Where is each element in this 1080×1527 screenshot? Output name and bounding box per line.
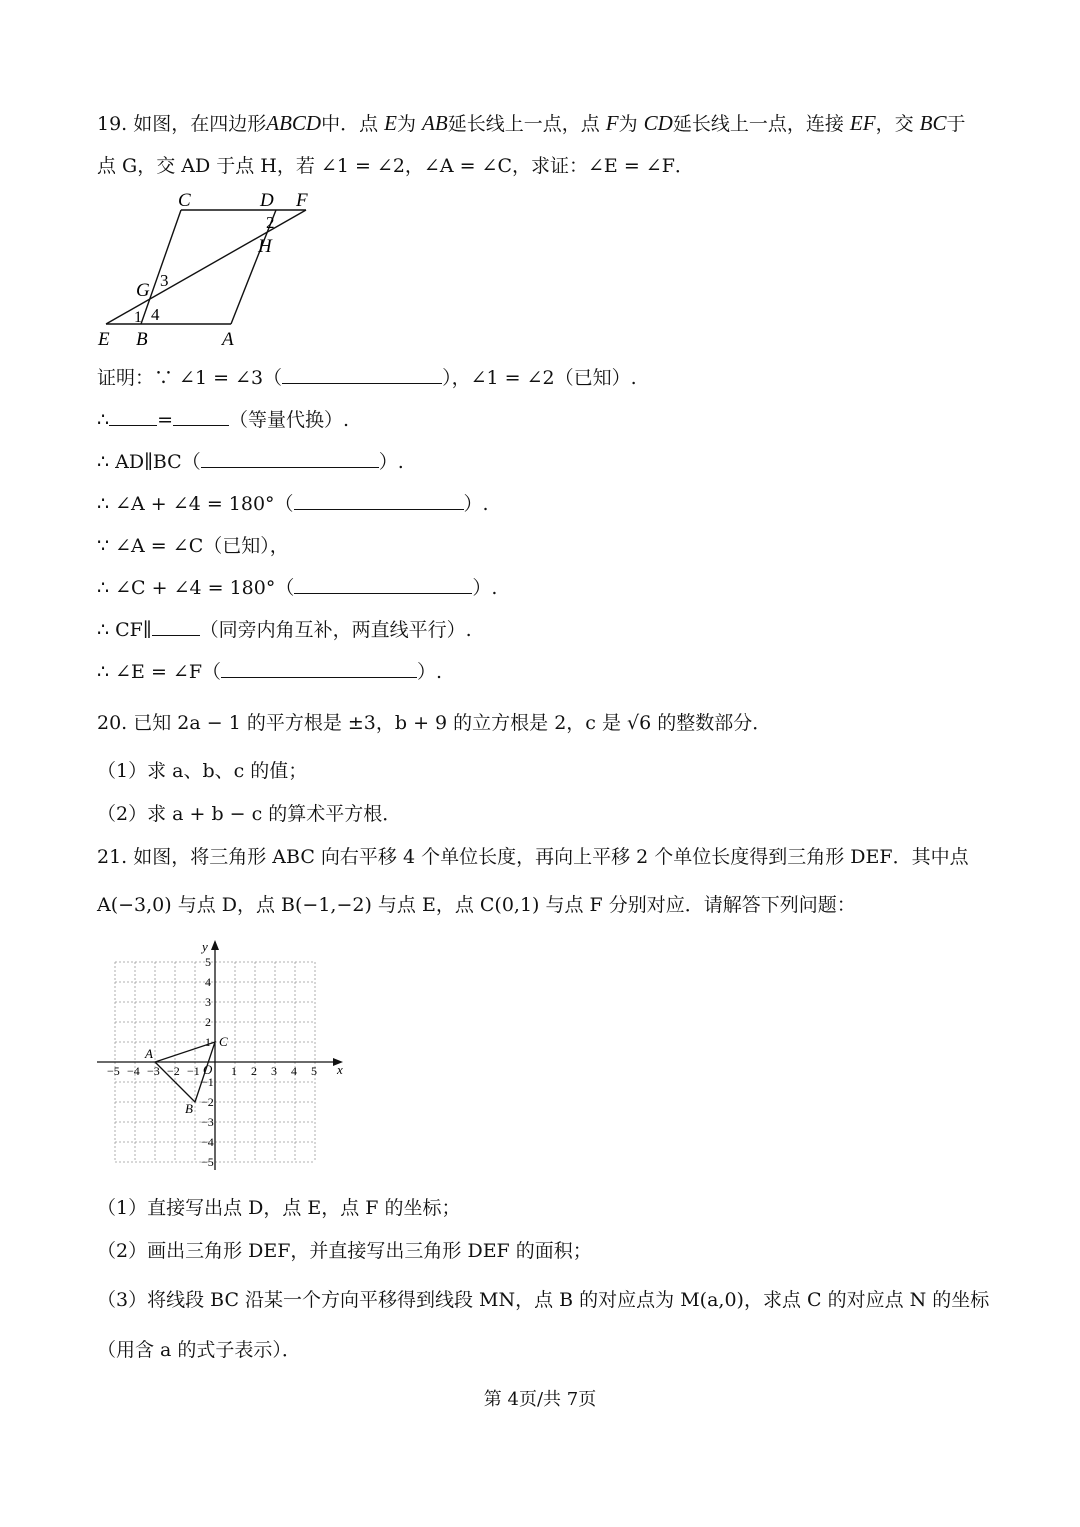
x-tick-label: −3 [147,1064,160,1078]
page-footer: 第 4页/共 7页 [483,1389,597,1410]
y-tick-label: 5 [205,955,211,969]
y-tick-label: −1 [201,1075,214,1089]
x-tick-label: −5 [107,1064,120,1078]
fig19-label-4: 4 [151,305,160,324]
q19-line1: 19. 如图，在四边形ABCD中．点 E为 AB延长线上一点，点 F为 CD延长线上一点，连接 EF，交 BC于 [97,111,966,135]
point-label-B: B [185,1101,193,1116]
x-axis-label: x [337,1062,343,1077]
proof-line-1: 证明：∵ ∠1 = ∠3（ ），∠1 = ∠2（已知）. [97,367,637,389]
y-tick-label: 1 [205,1035,211,1049]
q21-sub2: （2）画出三角形 DEF，并直接写出三角形 DEF 的面积； [97,1240,592,1262]
proof-line-6: ∴ ∠C + ∠4 = 180°（ ）. [97,577,498,599]
q21-sub3b: （用含 a 的式子表示）． [97,1339,301,1361]
fig19-label-A: A [222,329,234,348]
proof-line-7: ∴ CF∥ （同旁内角互补，两直线平行）. [97,619,472,641]
q20-sub2: （2）求 a + b − c 的算术平方根． [97,803,402,825]
fig19-label-B: B [136,329,148,348]
y-axis-arrow [211,940,219,950]
x-tick-label: −1 [187,1064,200,1078]
y-tick-label: −3 [201,1115,214,1129]
fig19-label-C: C [178,190,191,211]
q21-sub3: （3）将线段 BC 沿某一个方向平移得到线段 MN，点 B 的对应点为 M(a,0)，求点 C 的对应点 N 的坐标 [97,1289,990,1311]
fig19-label-E: E [98,329,110,348]
q20-sub1: （1）求 a、b、c 的值； [97,760,308,782]
y-tick-label: −2 [201,1095,214,1109]
proof-line-2: ∴ = （等量代换）. [97,409,350,431]
x-tick-label: 3 [271,1064,277,1078]
q21-line2: A(−3,0) 与点 D，点 B(−1,−2) 与点 E，点 C(0,1) 与点 F 分别对应．请解答下列问题： [97,894,856,916]
q21-coordinate-grid [95,938,355,1178]
y-tick-label: 2 [205,1015,211,1029]
fig19-label-G: G [136,280,150,301]
y-tick-label: −5 [201,1155,214,1169]
x-tick-label: 2 [251,1064,257,1078]
x-tick-label: 5 [311,1064,317,1078]
q21-sub1: （1）直接写出点 D，点 E，点 F 的坐标； [97,1197,461,1219]
fig19-label-F: F [296,190,308,211]
proof-line-4: ∴ ∠A + ∠4 = 180°（ ）. [97,493,489,515]
fig19-label-H: H [258,236,272,257]
q19-line2: 点 G，交 AD 于点 H，若 ∠1 = ∠2，∠A = ∠C，求证：∠E = ∠F． [97,155,694,177]
fig19-label-3: 3 [160,271,169,290]
x-tick-label: −4 [127,1064,140,1078]
fig19-label-D: D [260,190,274,211]
x-tick-label: −2 [167,1064,180,1078]
y-tick-label: −4 [201,1135,214,1149]
point-label-C: C [219,1034,228,1049]
x-tick-label: 1 [231,1064,237,1078]
y-axis-label: y [202,939,208,954]
point-label-A: A [145,1046,153,1061]
fig19-label-1: 1 [134,309,142,326]
x-tick-label: 4 [291,1064,297,1078]
y-tick-label: 3 [205,995,211,1009]
proof-line-3: ∴ AD∥BC（ ）. [97,451,404,473]
fig19-label-2: 2 [266,213,275,232]
q21-line1: 21. 如图，将三角形 ABC 向右平移 4 个单位长度，再向上平移 2 个单位长度得到三角形 DEF．其中点 [97,846,969,868]
origin-label: O [203,1062,213,1077]
y-tick-label: 4 [205,975,211,989]
q19-figure [96,188,336,348]
proof-line-5: ∵ ∠A = ∠C（已知）， [97,535,289,557]
proof-line-8: ∴ ∠E = ∠F（ ）. [97,661,443,683]
q20-line1: 20. 已知 2a − 1 的平方根是 ±3，b + 9 的立方根是 2，c 是 √6 的整数部分． [97,712,772,734]
